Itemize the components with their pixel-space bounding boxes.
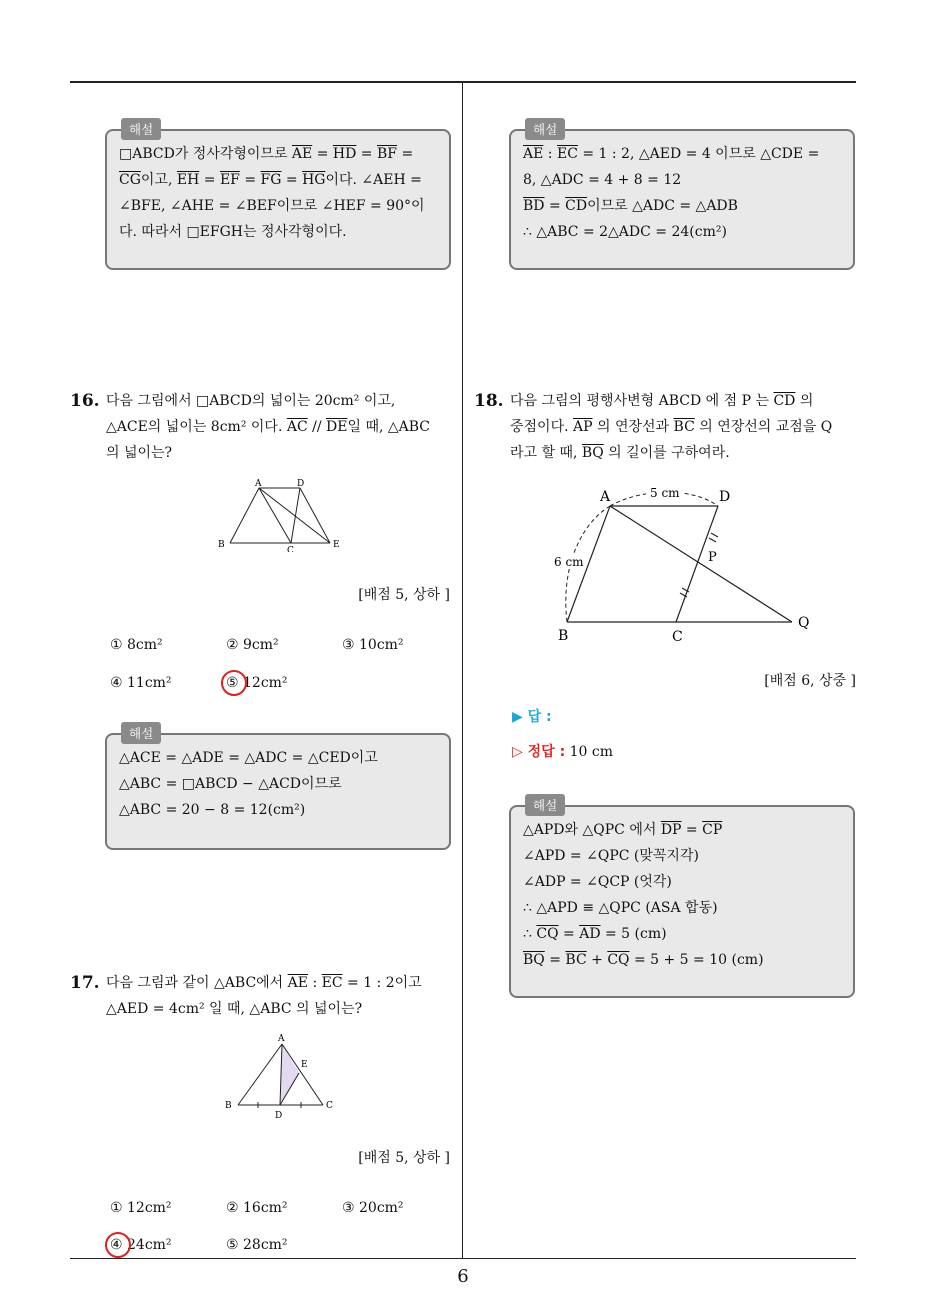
choice-16-2[interactable]: ② 9cm² xyxy=(226,637,279,653)
solution-line: △ABC = □ABCD − △ACD이므로 xyxy=(119,776,342,792)
label-E: E xyxy=(301,1060,308,1070)
label-A: A xyxy=(600,489,611,505)
solution-line: 8, △ADC = 4 + 8 = 12 xyxy=(523,172,682,188)
question-text-17: 다음 그림과 같이 △ABC에서 $\overline{AE}$ : $\overline{EC} = 1$ : 2이고 △AED = 4cm² 일 때, △ABC 의 넓이는? xyxy=(106,975,422,1017)
correct-answer: ▷ 정답 : 10 cm xyxy=(512,744,614,760)
solution-line: 다. 따라서 □EFGH는 정사각형이다. xyxy=(119,224,347,240)
choice-17-2[interactable]: ② 16cm² xyxy=(226,1200,288,1216)
choice-17-3[interactable]: ③ 20cm² xyxy=(342,1200,404,1216)
solution-line: △ABC = 20 − 8 = 12(cm²) xyxy=(119,802,306,818)
selected-answer-circle xyxy=(105,1232,131,1258)
question-text-16: 다음 그림에서 □ABCD의 넓이는 20cm² 이고, △ACE의 넓이는 8cm² 이다. $\overline{AC} // \overline{DE}$일 때, △ABC 의 넓이는? xyxy=(106,393,431,461)
label-B: B xyxy=(225,1101,232,1111)
solution-line: ∴ △ABC = 2△ADC = 24(cm²) xyxy=(523,224,727,240)
page-number: 6 xyxy=(457,1266,469,1287)
selected-answer-circle xyxy=(221,670,247,696)
choice-16-3[interactable]: ③ 10cm² xyxy=(342,637,404,653)
right-column xyxy=(474,95,860,1255)
label-top-length: 5 cm xyxy=(650,486,680,500)
score-18: [배점 6, 상중 ] xyxy=(764,673,856,689)
solution-box-18 xyxy=(509,798,855,998)
label-P: P xyxy=(708,550,717,565)
score-16: [배점 5, 상하 ] xyxy=(358,587,450,603)
solution-line: $\overline{CG}$이고, $\overline{EH} = \overline{EF} = \overline{FG} = \overline{HG}$이다. ∠AEH = xyxy=(119,172,422,188)
figure-parallelogram-18 xyxy=(550,481,820,646)
label-Q: Q xyxy=(798,615,810,631)
label-A: A xyxy=(278,1034,285,1044)
solution-line: $\overline{AE}$ : $\overline{EC} = 1$ : 2, △AED = 4 이므로 △CDE = xyxy=(523,146,820,162)
label-C: C xyxy=(287,546,294,552)
solution-box-16 xyxy=(105,726,451,850)
label-B: B xyxy=(218,540,225,550)
solution-line: ∴ $\overline{CQ} = \overline{AD} = 5$ (cm) xyxy=(523,926,667,942)
solution-badge: 해설 xyxy=(525,794,565,816)
solution-line: ∠BFE, ∠AHE = ∠BEF이므로 ∠HEF = 90°이 xyxy=(119,198,425,214)
question-number-17: 17. xyxy=(70,973,100,993)
column-divider xyxy=(462,83,463,1259)
solution-line: □ABCD가 정사각형이므로 $\overline{AE} = \overline{HD} = \overline{BF}$ = xyxy=(119,146,414,162)
label-E: E xyxy=(333,540,340,550)
solution-badge: 해설 xyxy=(121,118,161,140)
choice-16-5[interactable]: ⑤ 12cm² xyxy=(226,675,288,691)
label-D: D xyxy=(719,489,731,505)
top-rule xyxy=(70,81,856,83)
label-B: B xyxy=(558,628,569,644)
solution-box-17 xyxy=(509,122,855,270)
solution-box-15 xyxy=(105,122,451,270)
solution-line: △ACE = △ADE = △ADC = △CED이고 xyxy=(119,750,378,766)
question-number-18: 18. xyxy=(474,391,504,411)
solution-line: △APD와 △QPC 에서 $\overline{DP} = \overline{CP}$ xyxy=(523,822,723,838)
label-D: D xyxy=(275,1111,283,1121)
label-side-length: 6 cm xyxy=(554,555,584,569)
label-C: C xyxy=(326,1101,333,1111)
label-D: D xyxy=(297,479,305,489)
figure-triangle-17 xyxy=(220,1033,345,1123)
solution-line: ∠ADP = ∠QCP (엇각) xyxy=(523,874,672,890)
choice-17-5[interactable]: ⑤ 28cm² xyxy=(226,1237,288,1253)
bottom-rule xyxy=(70,1258,856,1259)
choice-17-4[interactable]: ④ 24cm² xyxy=(110,1237,172,1253)
question-number-16: 16. xyxy=(70,391,100,411)
solution-line: $\overline{BD} = \overline{CD}$이므로 △ADC = △ADB xyxy=(523,198,738,214)
solution-badge: 해설 xyxy=(121,722,161,744)
solution-line: ∠APD = ∠QPC (맞꼭지각) xyxy=(523,848,699,864)
solution-badge: 해설 xyxy=(525,118,565,140)
choice-17-1[interactable]: ① 12cm² xyxy=(110,1200,172,1216)
solution-line: ∴ △APD ≡ △QPC (ASA 합동) xyxy=(523,900,718,916)
figure-trapezoid-16 xyxy=(215,477,345,552)
question-text-18: 다음 그림의 평행사변형 ABCD 에 점 P 는 $\overline{CD}$ 의 중점이다. $\overline{AP}$ 의 연장선과 $\overline{BC}$ 의 연장선의 교점을 Q 라고 할 때, $\overline{BQ}$ 의 길이를 구하여라. xyxy=(510,393,833,461)
left-column xyxy=(70,95,456,1255)
label-A: A xyxy=(255,479,262,489)
choice-16-4[interactable]: ④ 11cm² xyxy=(110,675,172,691)
solution-line: $\overline{BQ} = \overline{BC} + \overline{CQ} = 5 + 5 = 10$ (cm) xyxy=(523,952,764,968)
choice-16-1[interactable]: ① 8cm² xyxy=(110,637,163,653)
score-17: [배점 5, 상하 ] xyxy=(358,1150,450,1166)
answer-input-label[interactable]: ▶ 답 : xyxy=(512,709,552,725)
label-C: C xyxy=(672,629,683,645)
